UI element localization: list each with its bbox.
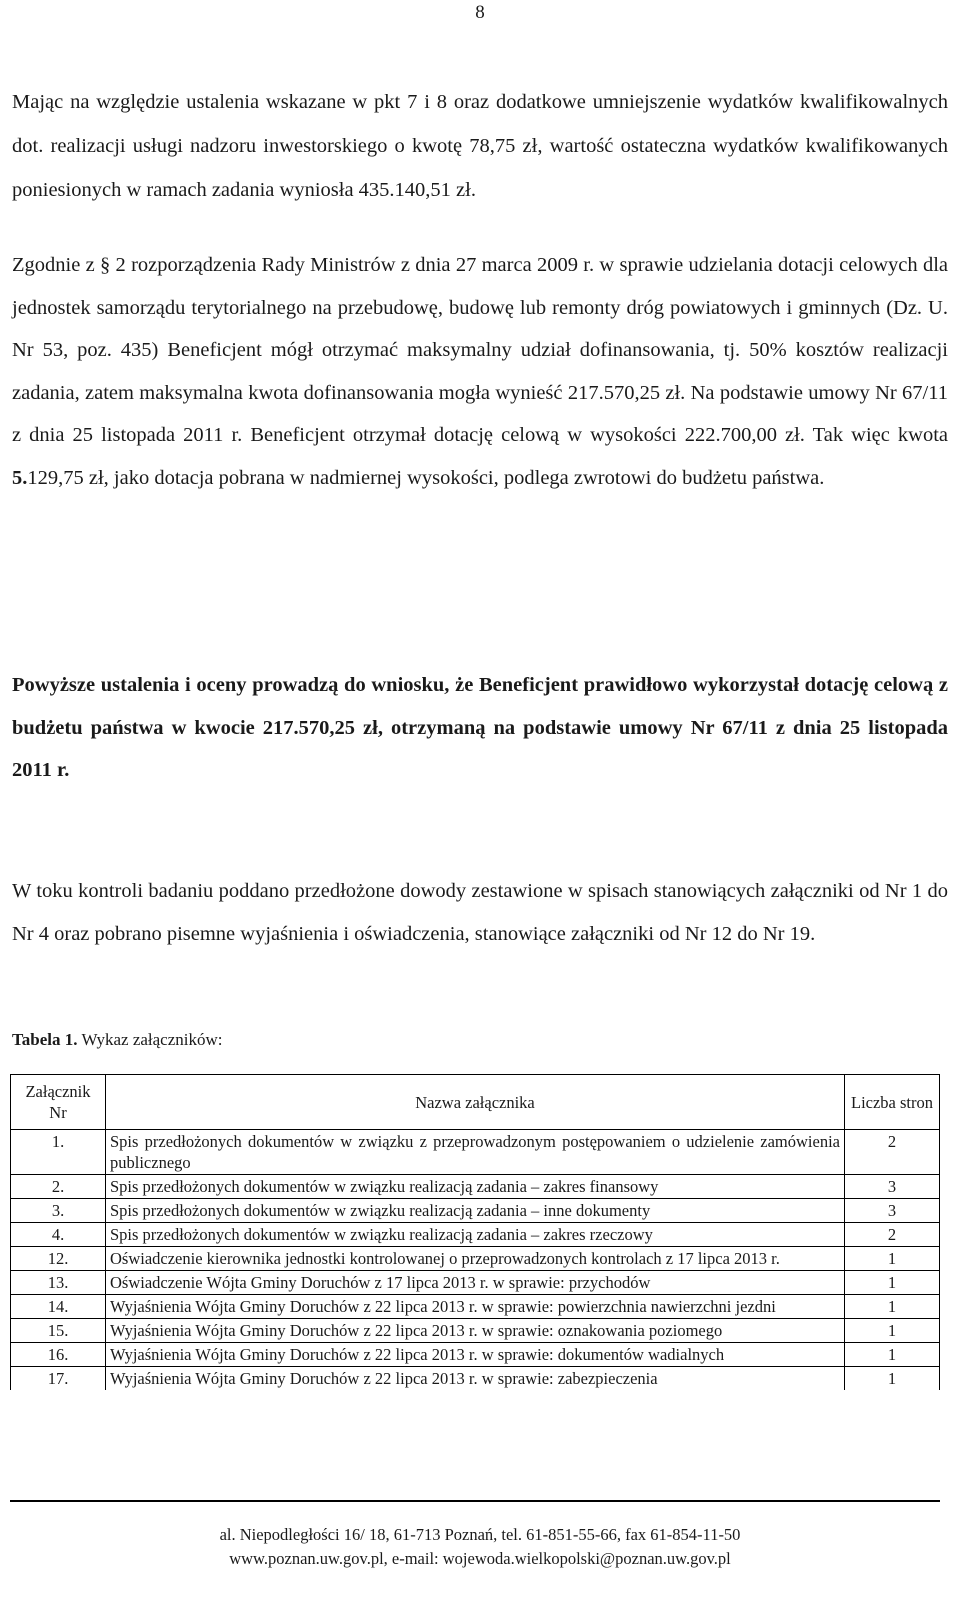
paragraph-conclusion: Powyższe ustalenia i oceny prowadzą do wniosku, że Beneficjent prawidłowo wykorzystał dotację celową z budżetu państwa w kwocie 217.570,25 zł, otrzymaną na podstawie umowy Nr 67/11 z dnia 25 listopada 2011 r. — [12, 674, 948, 781]
footer-address: al. Niepodległości 16/ 18, 61-713 Poznań, tel. 61-851-55-66, fax 61-854-11-50 — [219, 1525, 741, 1544]
paragraph-grant-text-c: 129,75 zł, jako dotacja pobrana w nadmiernej wysokości, podlega zwrotowi do budżetu państwa. — [27, 466, 825, 489]
header-page-count: Liczba stron — [845, 1075, 940, 1130]
table-header-row — [11, 1075, 940, 1130]
attachment-name: Wyjaśnienia Wójta Gminy Doruchów z 22 lipca 2013 r. w sprawie: zabezpieczenia — [106, 1367, 845, 1391]
table-row — [11, 1367, 940, 1391]
attachment-nr: 3. — [11, 1199, 106, 1223]
attachment-pages: 3 — [845, 1199, 940, 1223]
attachment-pages: 1 — [845, 1319, 940, 1343]
paragraph-grant-calculation — [12, 244, 948, 499]
attachment-name: Spis przedłożonych dokumentów w związku z przeprowadzonym postępowaniem o udzielenie zamówienia publicznego — [106, 1130, 845, 1175]
table-row — [11, 1271, 940, 1295]
table-row — [11, 1343, 940, 1367]
attachment-pages: 1 — [845, 1271, 940, 1295]
attachment-name: Spis przedłożonych dokumentów w związku realizacją zadania – zakres finansowy — [106, 1175, 845, 1199]
attachments-table — [10, 1074, 940, 1390]
attachment-name: Wyjaśnienia Wójta Gminy Doruchów z 22 lipca 2013 r. w sprawie: dokumentów wadialnych — [106, 1343, 845, 1367]
table-row — [11, 1223, 940, 1247]
table-row — [11, 1295, 940, 1319]
attachment-nr: 1. — [11, 1130, 106, 1175]
footer-contact: www.poznan.uw.gov.pl, e-mail: wojewoda.wielkopolski@poznan.uw.gov.pl — [229, 1549, 731, 1568]
paragraph-grant-text-a: Zgodnie z § 2 rozporządzenia Rady Ministrów z dnia 27 marca 2009 r. w sprawie udzielania dotacji celowych dla jednostek samorządu terytorialnego na przebudowę, budowę lub remonty dróg powiatowych i gminnych (Dz. U. Nr 53, poz. 435) Beneficjent mógł otrzymać maksymalny udział dofinansowania, tj. 50% kosztów realizacji zadania, zatem maksymalna kwota dofinansowania mogła wynieść 217.570,25 zł. Na podstawie umowy Nr 67/11 z dnia 25 listopada 2011 r. Beneficjent otrzymał dotację celową w wysokości 222.700,00 zł. Tak więc kwota — [12, 254, 948, 446]
attachment-pages: 1 — [845, 1247, 940, 1271]
attachment-name: Spis przedłożonych dokumentów w związku realizacją zadania – inne dokumenty — [106, 1199, 845, 1223]
attachment-pages: 2 — [845, 1130, 940, 1175]
attachment-name: Spis przedłożonych dokumentów w związku realizacją zadania – zakres rzeczowy — [106, 1223, 845, 1247]
attachment-name: Wyjaśnienia Wójta Gminy Doruchów z 22 lipca 2013 r. w sprawie: powierzchnia nawierzchni jezdni — [106, 1295, 845, 1319]
attachment-nr: 4. — [11, 1223, 106, 1247]
attachment-nr: 2. — [11, 1175, 106, 1199]
header-attachment-name: Nazwa załącznika — [106, 1075, 845, 1130]
attachment-nr: 16. — [11, 1343, 106, 1367]
page-number: 8 — [475, 2, 485, 23]
table-row — [11, 1247, 940, 1271]
attachment-nr: 14. — [11, 1295, 106, 1319]
table-caption-text: Wykaz załączników: — [77, 1030, 223, 1049]
attachment-nr: 17. — [11, 1367, 106, 1391]
attachment-pages: 3 — [845, 1175, 940, 1199]
table-row — [11, 1199, 940, 1223]
table-row — [11, 1130, 940, 1175]
header-attachment-nr: Załącznik Nr — [11, 1075, 106, 1130]
table-caption — [12, 1030, 223, 1050]
attachment-nr: 13. — [11, 1271, 106, 1295]
attachment-pages: 1 — [845, 1367, 940, 1391]
footer-divider — [10, 1500, 940, 1502]
attachment-pages: 1 — [845, 1295, 940, 1319]
paragraph-control-evidence: W toku kontroli badaniu poddano przedłożone dowody zestawione w spisach stanowiących załączniki od Nr 1 do Nr 4 oraz pobrano pisemne wyjaśnienia i oświadczenia, stanowiące załączniki od Nr 12 do Nr 19. — [12, 880, 948, 945]
table-row — [11, 1175, 940, 1199]
attachment-name: Oświadczenie kierownika jednostki kontrolowanej o przeprowadzonych kontrolach z 17 lipca 2013 r. — [106, 1247, 845, 1271]
attachment-nr: 15. — [11, 1319, 106, 1343]
paragraph-qualified-expenses: Mając na względzie ustalenia wskazane w pkt 7 i 8 oraz dodatkowe umniejszenie wydatków kwalifikowalnych dot. realizacji usługi nadzoru inwestorskiego o kwotę 78,75 zł, wartość ostateczna wydatków kwalifikowanych poniesionych w ramach zadania wyniosła 435.140,51 zł. — [12, 91, 948, 201]
table-caption-label: Tabela 1. — [12, 1030, 78, 1049]
attachment-name: Wyjaśnienia Wójta Gminy Doruchów z 22 lipca 2013 r. w sprawie: oznakowania poziomego — [106, 1319, 845, 1343]
attachment-name: Oświadczenie Wójta Gminy Doruchów z 17 lipca 2013 r. w sprawie: przychodów — [106, 1271, 845, 1295]
attachment-pages: 2 — [845, 1223, 940, 1247]
attachment-nr: 12. — [11, 1247, 106, 1271]
table-row — [11, 1319, 940, 1343]
attachment-pages: 1 — [845, 1343, 940, 1367]
refund-amount-bold: 5. — [12, 466, 28, 489]
